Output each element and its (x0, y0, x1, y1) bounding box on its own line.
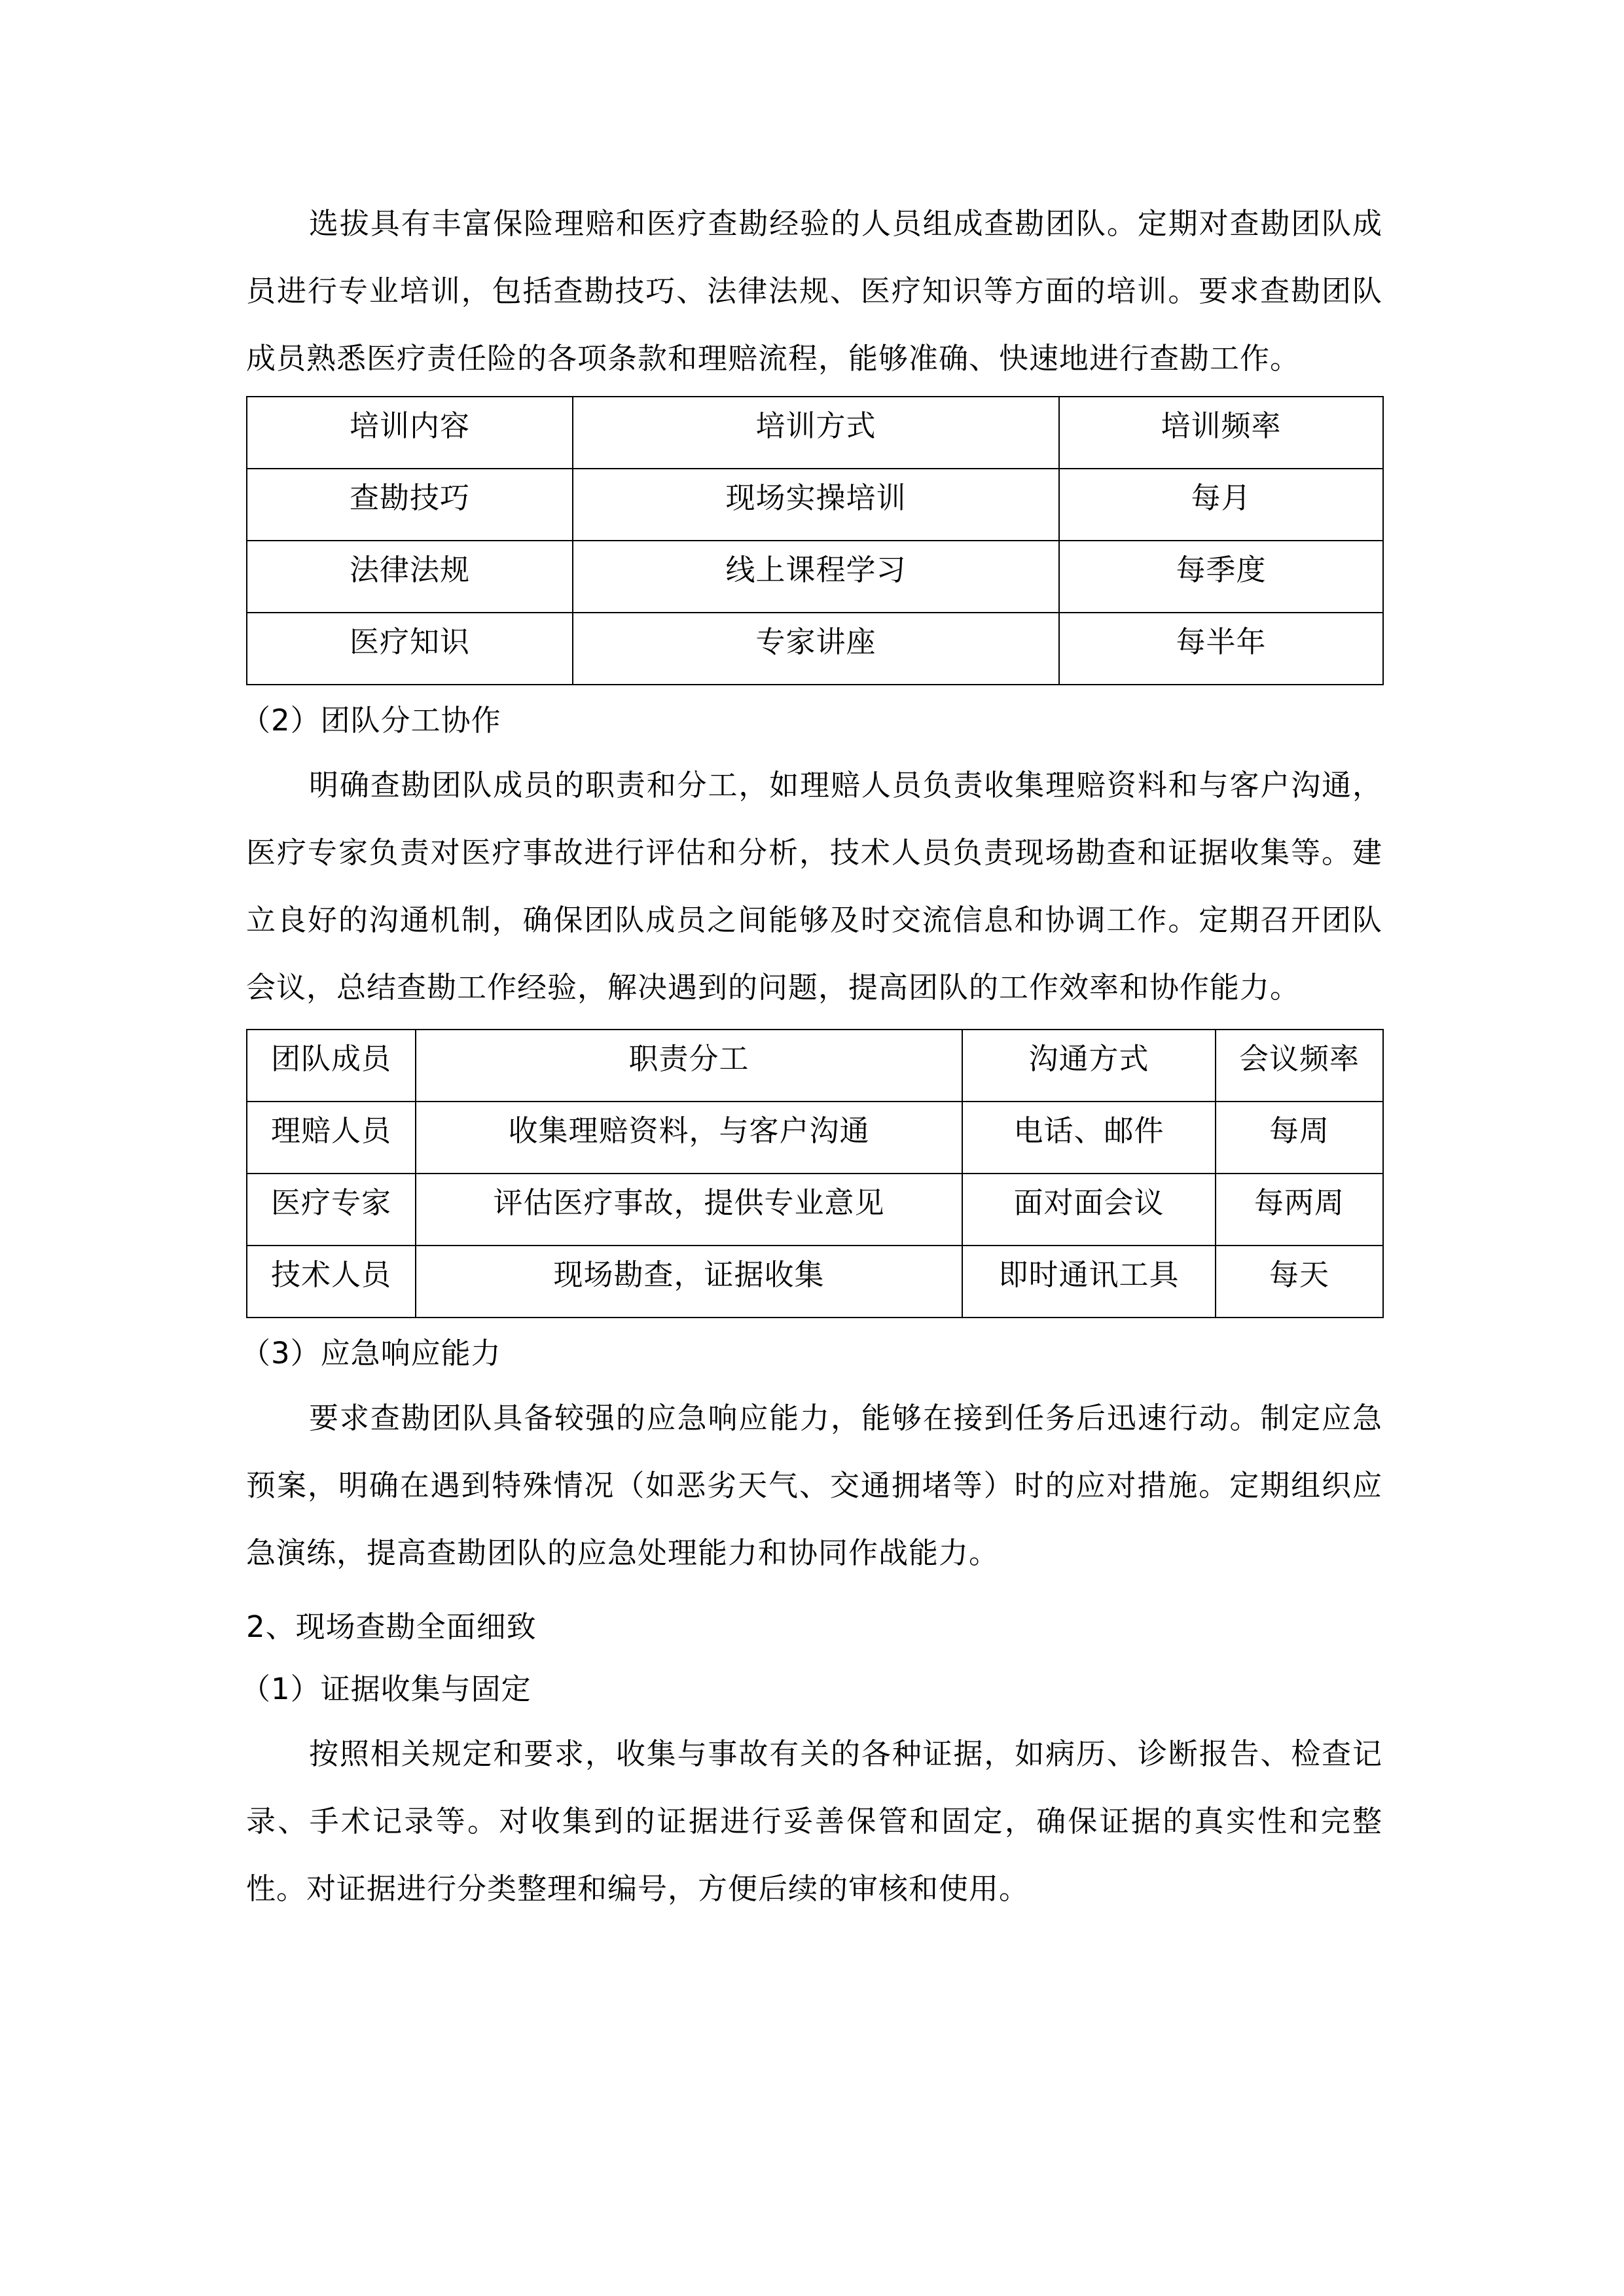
table-cell: 医疗专家 (247, 1174, 416, 1246)
section-2-paragraph: 明确查勘团队成员的职责和分工，如理赔人员负责收集理赔资料和与客户沟通，医疗专家负责对医疗事故进行评估和分析，技术人员负责现场勘查和证据收集等。建立良好的沟通机制，确保团队成员之间能够及时交流信息和协调工作。定期召开团队会议，总结查勘工作经验，解决遇到的问题，提高团队的工作效率和协作能力。 (246, 768, 1382, 1005)
table-row (247, 469, 1383, 541)
table-cell: 每周 (1216, 1102, 1383, 1174)
table-header-cell: 会议频率 (1216, 1030, 1383, 1102)
table-row (247, 1246, 1383, 1318)
table-cell: 现场实操培训 (573, 469, 1059, 541)
table-cell: 专家讲座 (573, 613, 1059, 685)
part-2-paragraph: 按照相关规定和要求，收集与事故有关的各种证据，如病历、诊断报告、检查记录、手术记录等。对收集到的证据进行妥善保管和固定，确保证据的真实性和完整性。对证据进行分类整理和编号，方便后续的审核和使用。 (246, 1736, 1382, 1906)
table-cell: 收集理赔资料，与客户沟通 (416, 1102, 962, 1174)
part-2-heading: 2、现场查勘全面细致 (246, 1609, 537, 1644)
table-cell: 评估医疗事故，提供专业意见 (416, 1174, 962, 1246)
table-header-row (247, 1030, 1383, 1102)
table-row (247, 1102, 1383, 1174)
section-3-heading: （3）应急响应能力 (241, 1336, 501, 1371)
table-cell: 技术人员 (247, 1246, 416, 1318)
section-2-heading: （2）团队分工协作 (241, 703, 501, 738)
table-header-cell: 培训方式 (573, 397, 1059, 469)
table-header-cell: 培训内容 (247, 397, 573, 469)
part-2-sub-heading: （1）证据收集与固定 (241, 1672, 532, 1706)
table-row (247, 541, 1383, 613)
team-division-table (246, 1029, 1384, 1318)
table-cell: 每天 (1216, 1246, 1383, 1318)
section-3-paragraph: 要求查勘团队具备较强的应急响应能力，能够在接到任务后迅速行动。制定应急预案，明确在遇到特殊情况（如恶劣天气、交通拥堵等）时的应对措施。定期组织应急演练，提高查勘团队的应急处理能力和协同作战能力。 (246, 1401, 1382, 1570)
table-cell: 法律法规 (247, 541, 573, 613)
table-cell: 每半年 (1059, 613, 1383, 685)
table-header-cell: 沟通方式 (962, 1030, 1216, 1102)
table-cell: 医疗知识 (247, 613, 573, 685)
table-row (247, 1174, 1383, 1246)
table-cell: 每两周 (1216, 1174, 1383, 1246)
table-cell: 查勘技巧 (247, 469, 573, 541)
table-header-row (247, 397, 1383, 469)
table-cell: 每月 (1059, 469, 1383, 541)
table-cell: 面对面会议 (962, 1174, 1216, 1246)
table-header-cell: 培训频率 (1059, 397, 1383, 469)
table-row (247, 613, 1383, 685)
table-cell: 每季度 (1059, 541, 1383, 613)
table-cell: 线上课程学习 (573, 541, 1059, 613)
training-table (246, 396, 1384, 685)
table-header-cell: 团队成员 (247, 1030, 416, 1102)
table-cell: 电话、邮件 (962, 1102, 1216, 1174)
intro-paragraph: 选拔具有丰富保险理赔和医疗查勘经验的人员组成查勘团队。定期对查勘团队成员进行专业培训，包括查勘技巧、法律法规、医疗知识等方面的培训。要求查勘团队成员熟悉医疗责任险的各项条款和理赔流程，能够准确、快速地进行查勘工作。 (246, 206, 1382, 376)
table-cell: 理赔人员 (247, 1102, 416, 1174)
table-cell: 即时通讯工具 (962, 1246, 1216, 1318)
table-cell: 现场勘查，证据收集 (416, 1246, 962, 1318)
document-page (241, 190, 1382, 1922)
table-header-cell: 职责分工 (416, 1030, 962, 1102)
